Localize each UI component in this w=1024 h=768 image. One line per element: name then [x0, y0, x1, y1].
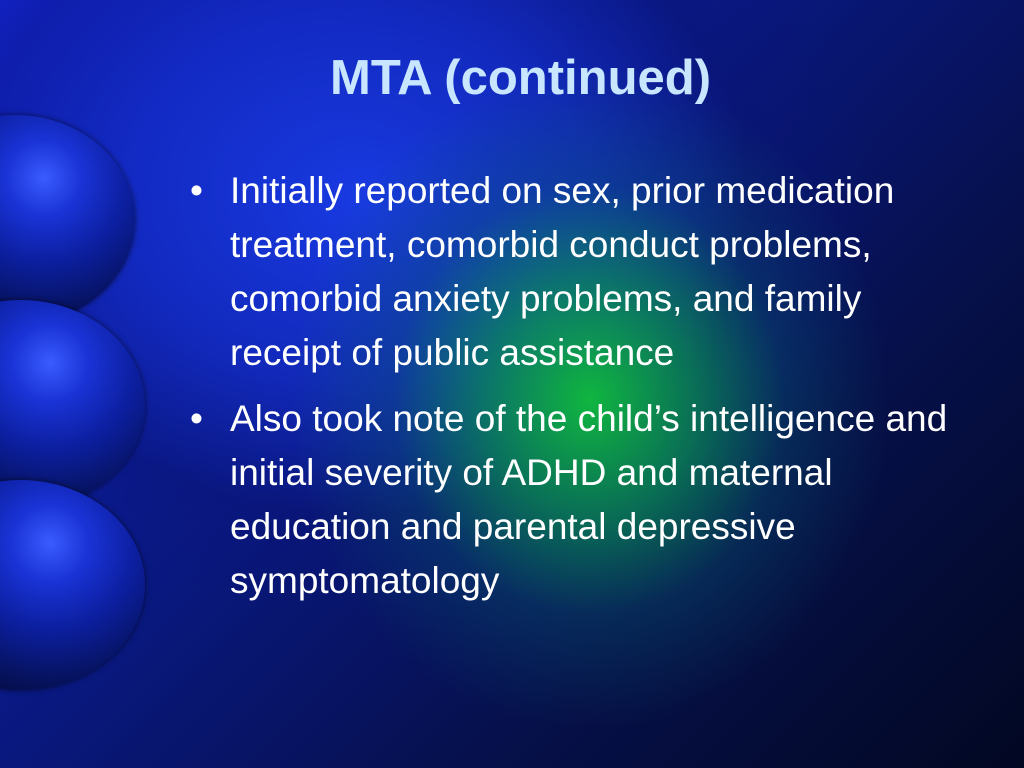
- bullet-item: [190, 164, 980, 380]
- bullet-text: Also took note of the child’s intelligence and initial severity of ADHD and maternal education and parental depressive symptomatology: [230, 398, 948, 601]
- decorative-sphere-bottom: [0, 480, 145, 690]
- decorative-sphere-top: [0, 115, 135, 325]
- decorative-sphere-middle: [0, 300, 145, 510]
- bullet-icon: •: [190, 170, 203, 211]
- bullet-text: Initially reported on sex, prior medication treatment, comorbid conduct problems, comorbid anxiety problems, and family receipt of public assistance: [230, 170, 895, 373]
- bullet-icon: •: [190, 398, 203, 439]
- bullet-list: [190, 164, 1000, 620]
- slide-title: MTA (continued): [330, 51, 712, 105]
- bullet-item: [190, 392, 980, 608]
